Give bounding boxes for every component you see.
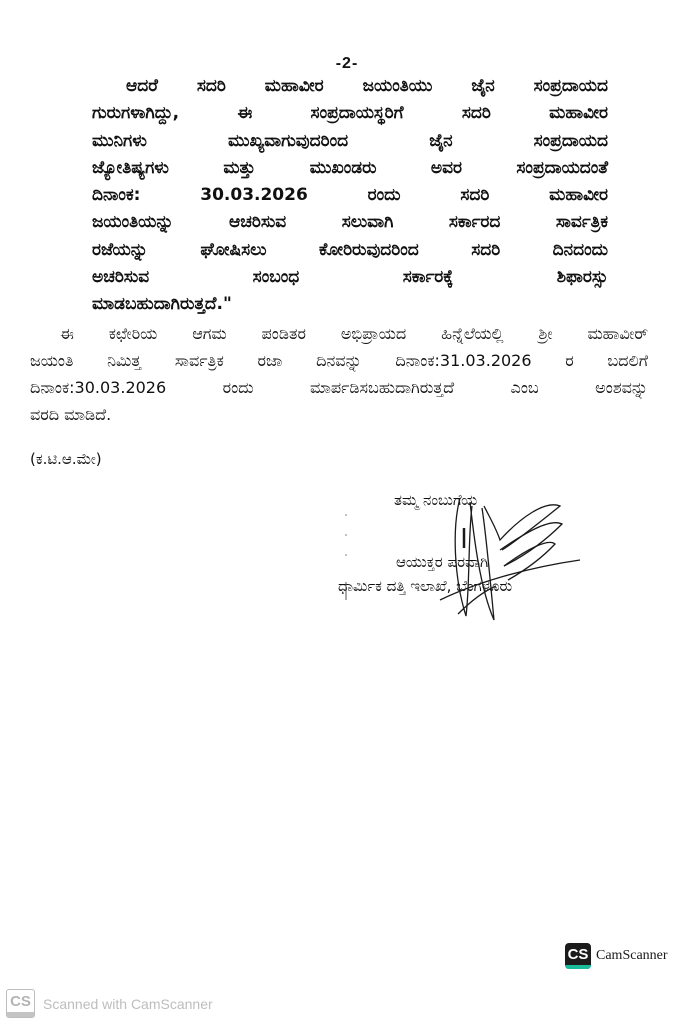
body-paragraph bbox=[30, 320, 648, 428]
quote-line: ಗುರುಗಳಾಗಿದ್ದು, ಈ ಸಂಪ್ರದಾಯಸ್ಥರಿಗೆ ಸದರಿ ಮಹಾವೀರ bbox=[92, 103, 608, 124]
quote-line: ರಜೆಯನ್ನು ಘೋಷಿಸಲು ಕೋರಿರುವುದರಿಂದ ಸದರಿ ದಿನದಂದು bbox=[92, 239, 608, 260]
quote-line: ದಿನಾಂಕ: 30.03.2026 ರಂದು ಸದರಿ ಮಹಾವೀರ bbox=[92, 185, 608, 206]
signature-closing: ತಮ್ಮ ನಂಬುಗೆಯ bbox=[394, 491, 478, 509]
quote-line: ಜಯಂತಿಯನ್ನು ಆಚರಿಸುವ ಸಲುವಾಗಿ ಸರ್ಕಾರದ ಸಾರ್ವತ್ರಿಕ bbox=[92, 212, 608, 233]
quoted-paragraph bbox=[92, 73, 608, 319]
signature-department: ಧಾರ್ಮಿಕ ದತ್ತಿ ಇಲಾಖೆ, ಬೆಂಗಳೂರು bbox=[338, 577, 513, 595]
body-line: ಜಯಂತಿ ನಿಮಿತ್ತ ಸಾರ್ವತ್ರಿಕ ರಜಾ ದಿನವನ್ನು ದಿನಾಂಕ:31.03.2026 ರ ಬದಲಿಗೆ bbox=[30, 351, 648, 370]
camscanner-logo-icon: CS bbox=[565, 943, 591, 969]
quote-line: ಮುನಿಗಳು ಮುಖ್ಯವಾಗುವುದರಿಂದ ಜೈನ ಸಂಪ್ರದಾಯದ bbox=[92, 130, 608, 151]
camscanner-watermark bbox=[565, 943, 668, 969]
scanned-footer-text: Scanned with CamScanner bbox=[43, 995, 213, 1012]
scanned-with-camscanner-footer bbox=[6, 989, 213, 1018]
quote-line: ಆದರೆ ಸದರಿ ಮಹಾವೀರ ಜಯಂತಿಯು ಜೈನ ಸಂಪ್ರದಾಯದ bbox=[126, 76, 608, 96]
body-line: ವರದಿ ಮಾಡಿದೆ. bbox=[30, 405, 112, 424]
camscanner-footer-logo-icon: CS bbox=[6, 989, 35, 1018]
quote-line: ಜ್ಯೋತಿಷ್ಯಗಳು ಮತ್ತು ಮುಖಂಡರು ಅವರ ಸಂಪ್ರದಾಯದಂತೆ bbox=[92, 157, 608, 178]
page-number: -2- bbox=[335, 55, 359, 72]
reference-code: (ಕ.ಟಿ.ಆ.ಮೇ) bbox=[30, 450, 102, 468]
quote-line: ಅಚರಿಸುವ ಸಂಬಂಧ ಸರ್ಕಾರಕ್ಕೆ ಶಿಫಾರಸ್ಸು bbox=[92, 267, 608, 288]
camscanner-brand-text: CamScanner bbox=[596, 948, 668, 963]
body-line: ಈ ಕಛೇರಿಯ ಆಗಮ ಪಂಡಿತರ ಅಭಿಪ್ರಾಯದ ಹಿನ್ನೆಲೆಯಲ್ಲಿ ಶ್ರೀ ಮಹಾವೀರ್ bbox=[60, 324, 648, 343]
body-line: ದಿನಾಂಕ:30.03.2026 ರಂದು ಮಾರ್ಪಡಿಸಬಹುದಾಗಿರುತ್ತದೆ ಎಂಬ ಅಂಶವನ್ನು bbox=[30, 378, 648, 397]
signature-designation: ಆಯುಕ್ತರ ಪರವಾಗಿ bbox=[396, 553, 489, 571]
quote-line: ಮಾಡಬಹುದಾಗಿರುತ್ತದೆ." bbox=[92, 294, 232, 315]
scan-artifact-dots-icon bbox=[345, 510, 347, 600]
